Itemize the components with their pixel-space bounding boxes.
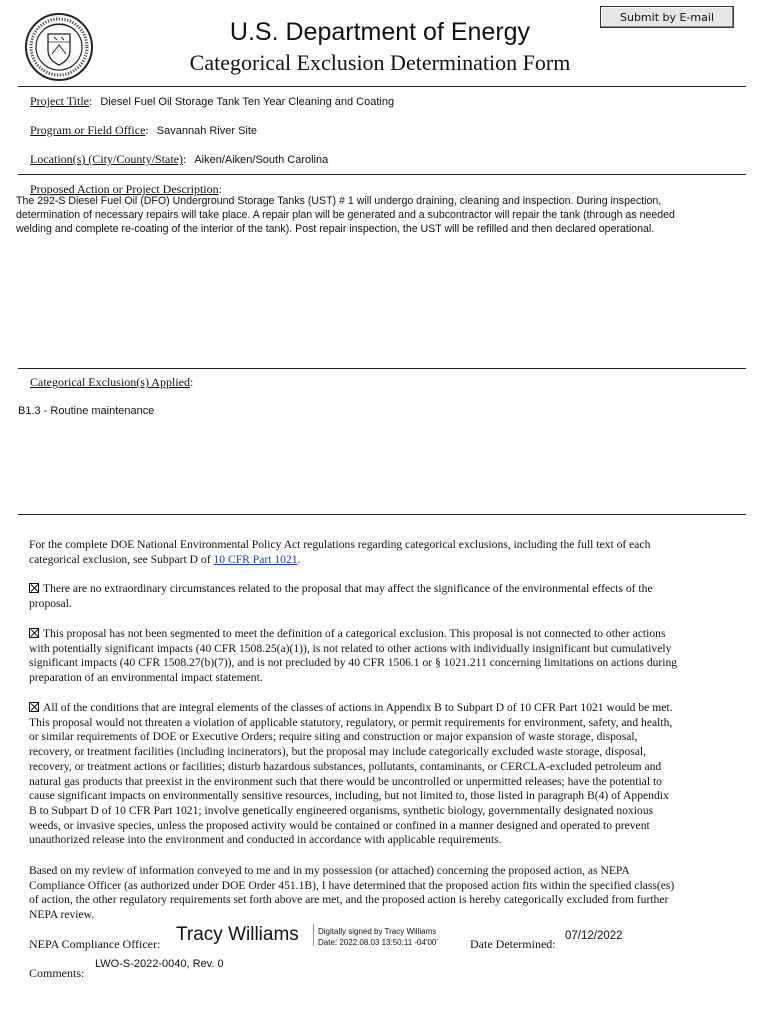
ce-applied-heading: Categorical Exclusion(s) Applied: bbox=[30, 375, 194, 389]
program-office-field[interactable]: Savannah River Site bbox=[156, 125, 258, 137]
project-title-row: Project Title: Diesel Fuel Oil Storage Tank Ten Year Cleaning and Coating bbox=[30, 94, 395, 108]
proposed-action-field[interactable]: The 292-S Diesel Fuel Oil (DFO) Underground Storage Tanks (UST) # 1 will undergo draining, cleaning and inspection. During inspection, determination of necessary repairs will take place. A repair plan will be generated and a subcontractor will repair the tank (through as needed welding and complete re-coating of the interior of the tank). Post repair inspection, the UST will be refilled and then declared operational. bbox=[16, 195, 675, 235]
check-integral-conditions: All of the conditions that are integral elements of the classes of actions in Appendix B to Subpart D of 10 CFR Part 1021 would be met. This proposal would not threaten a violation of applicable statutory, regulatory, or permit requirements for environment, safety, and health, or similar requirements of DOE or Executive Orders; require siting and construction or major expansion of waste storage, disposal, recovery, or treatment facilities (including incinerators), but the proposal may include categorically excluded waste storage, disposal, recovery, or treatment actions or facilities; disturb hazardous substances, pollutants, contaminants, or CERCLA-excluded petroleum and natural gas products that preexist in the environment such that there would be uncontrolled or unpermitted releases; have the potential to cause significant impacts on environmentally sensitive resources, including, but not limited to, those listed in paragraph B(4) of Appendix B to Subpart D of 10 CFR Part 1021; involve genetically engineered organisms, synthetic biology, governmentally designated noxious weeds, or invasive species, unless the proposed activity would be contained or confined in a manner designed and operated to prevent unauthorized release into the environment and conducted in accordance with applicable requirements. bbox=[29, 701, 673, 847]
ce-divider bbox=[18, 514, 746, 515]
proposed-action-heading: Proposed Action or Project Description: bbox=[30, 182, 222, 196]
program-office-row: Program or Field Office: Savannah River Site bbox=[30, 123, 258, 137]
proposed-action-label: Proposed Action or Project Description bbox=[30, 182, 219, 196]
ce-applied-label: Categorical Exclusion(s) Applied bbox=[30, 375, 190, 389]
officer-label: NEPA Compliance Officer: bbox=[29, 937, 161, 951]
check-extraordinary-circumstances: There are no extraordinary circumstances related to the proposal that may affect the significance of the environmental effects of the proposal. bbox=[29, 582, 653, 610]
location-row: Location(s) (City/County/State): Aiken/Aiken/South Carolina bbox=[30, 152, 329, 166]
ce-applied-field[interactable]: B1.3 - Routine maintenance bbox=[18, 405, 155, 417]
signature-divider bbox=[313, 924, 314, 946]
form-title: Categorical Exclusion Determination Form bbox=[189, 50, 571, 75]
description-divider bbox=[18, 368, 746, 369]
doe-seal-logo bbox=[24, 12, 94, 82]
determination-paragraph: Based on my review of information conveyed to me and in my possession (or attached) concerning the proposed action, as NEPA Compliance Officer (as authorized under DOE Order 451.1B), I have determined that the proposed action fits within the specified class(es) of action, the other regulatory requirements set forth above are met, and the proposed action is hereby categorically excluded from further NEPA review. bbox=[29, 864, 675, 922]
digital-signature-stamp: Digitally signed by Tracy Williams Date: 2022.08.03 13:50:11 -04'00' bbox=[318, 927, 438, 947]
intro-paragraph: For the complete DOE National Environmental Policy Act regulations regarding categorical exclusions, including the full text of each categorical exclusion, see Subpart D of 10 CFR Part 1021. bbox=[29, 538, 651, 566]
comments-label: Comments: bbox=[29, 966, 85, 980]
officer-signature-field[interactable]: Tracy Williams bbox=[176, 924, 299, 945]
checkbox-checked-icon[interactable] bbox=[29, 702, 39, 712]
date-determined-field[interactable]: 07/12/2022 bbox=[565, 930, 623, 942]
location-label: Location(s) (City/County/State) bbox=[30, 152, 183, 166]
fields-divider bbox=[18, 174, 746, 175]
checkbox-checked-icon[interactable] bbox=[29, 583, 39, 593]
project-title-label: Project Title bbox=[30, 94, 90, 108]
comments-field[interactable]: LWO-S-2022-0040, Rev. 0 bbox=[95, 958, 224, 970]
submit-by-email-button[interactable]: Submit by E-mail bbox=[600, 6, 734, 28]
agency-title: U.S. Department of Energy bbox=[229, 18, 531, 46]
check-not-segmented: This proposal has not been segmented to meet the definition of a categorical exclusion. This proposal is not connected to other actions with potentially significant impacts (40 CFR 1508.25(a)(1)), is not related to other actions with individually insignificant but cumulatively significant impacts (40 CFR 1508.27(b)(7)), and is not precluded by 40 CFR 1506.1 or § 1021.211 concerning limitations on actions during preparation of an environmental impact statement. bbox=[29, 627, 678, 685]
program-office-label: Program or Field Office bbox=[30, 123, 146, 137]
project-title-field[interactable]: Diesel Fuel Oil Storage Tank Ten Year Cleaning and Coating bbox=[100, 96, 395, 108]
cfr-part-1021-link[interactable]: 10 CFR Part 1021 bbox=[213, 552, 298, 566]
checkbox-checked-icon[interactable] bbox=[29, 628, 39, 638]
location-field[interactable]: Aiken/Aiken/South Carolina bbox=[194, 154, 329, 166]
header-divider bbox=[18, 86, 746, 87]
date-determined-label: Date Determined: bbox=[470, 937, 556, 951]
